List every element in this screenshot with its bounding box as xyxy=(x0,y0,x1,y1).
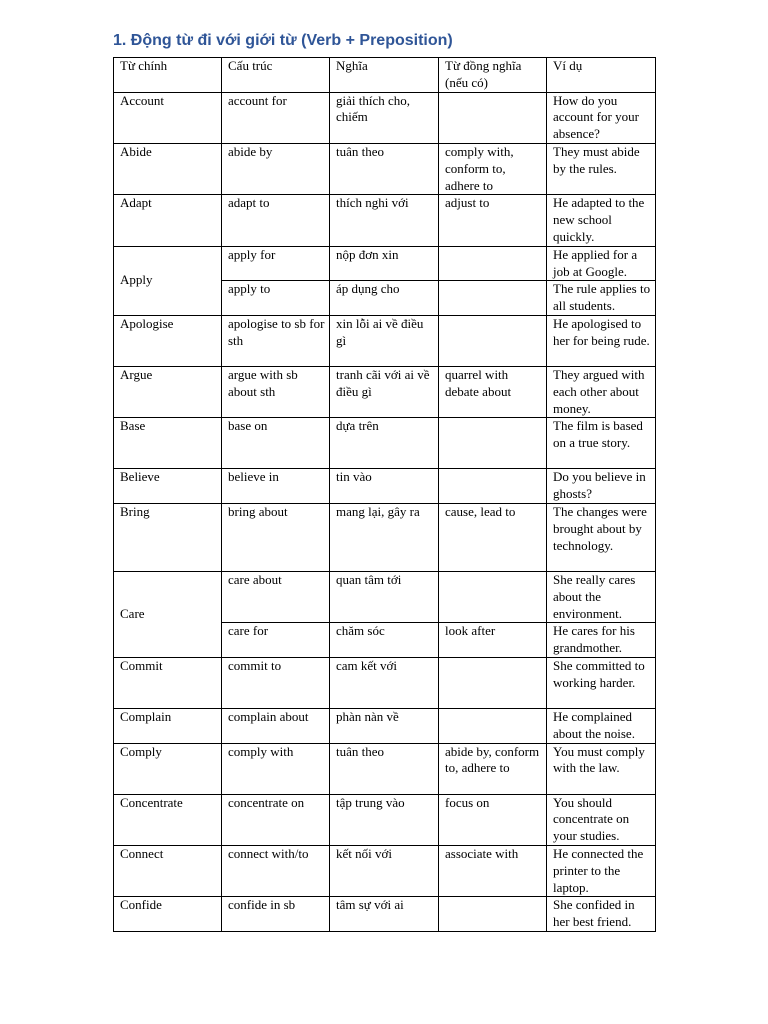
header-cell: Từ đồng nghĩa (nếu có) xyxy=(439,58,547,93)
word-cell: Account xyxy=(114,92,222,143)
table-row xyxy=(114,743,656,794)
meaning-cell: phàn nàn về xyxy=(330,708,439,743)
meaning-cell: kết nối với xyxy=(330,845,439,896)
example-cell: He complained about the noise. xyxy=(547,708,656,743)
table-row xyxy=(114,897,656,932)
header-cell: Cấu trúc xyxy=(222,58,330,93)
example-cell: They argued with each other about money. xyxy=(547,366,656,417)
table-row xyxy=(114,92,656,143)
structure-cell: apply for xyxy=(222,246,330,281)
word-cell: Apologise xyxy=(114,315,222,366)
word-cell: Comply xyxy=(114,743,222,794)
header-cell: Nghĩa xyxy=(330,58,439,93)
synonym-cell: comply with, conform to, adhere to xyxy=(439,143,547,194)
table-row xyxy=(114,708,656,743)
structure-cell: concentrate on xyxy=(222,794,330,845)
example-cell: The changes were brought about by technology. xyxy=(547,503,656,571)
meaning-cell: mang lại, gây ra xyxy=(330,503,439,571)
structure-cell: complain about xyxy=(222,708,330,743)
structure-cell: adapt to xyxy=(222,195,330,246)
meaning-cell: dựa trên xyxy=(330,418,439,469)
synonym-cell xyxy=(439,708,547,743)
structure-cell: argue with sb about sth xyxy=(222,366,330,417)
table-row xyxy=(114,845,656,896)
example-cell: He adapted to the new school quickly. xyxy=(547,195,656,246)
structure-cell: care about xyxy=(222,571,330,622)
meaning-cell: chăm sóc xyxy=(330,623,439,658)
meaning-cell: tin vào xyxy=(330,469,439,504)
table-row xyxy=(114,366,656,417)
meaning-cell: tuân theo xyxy=(330,743,439,794)
synonym-cell xyxy=(439,571,547,622)
word-cell: Complain xyxy=(114,708,222,743)
meaning-cell: tâm sự với ai xyxy=(330,897,439,932)
example-cell: He apologised to her for being rude. xyxy=(547,315,656,366)
synonym-cell xyxy=(439,246,547,281)
meaning-cell: xin lỗi ai về điều gì xyxy=(330,315,439,366)
structure-cell: confide in sb xyxy=(222,897,330,932)
example-cell: The film is based on a true story. xyxy=(547,418,656,469)
example-cell: She really cares about the environment. xyxy=(547,571,656,622)
example-cell: You must comply with the law. xyxy=(547,743,656,794)
example-cell: How do you account for your absence? xyxy=(547,92,656,143)
header-cell: Ví dụ xyxy=(547,58,656,93)
example-cell: The rule applies to all students. xyxy=(547,281,656,316)
table-row xyxy=(114,503,656,571)
synonym-cell xyxy=(439,469,547,504)
structure-cell: bring about xyxy=(222,503,330,571)
structure-cell: account for xyxy=(222,92,330,143)
structure-cell: commit to xyxy=(222,657,330,708)
word-cell: Abide xyxy=(114,143,222,194)
word-cell: Care xyxy=(114,571,222,657)
word-cell: Concentrate xyxy=(114,794,222,845)
structure-cell: care for xyxy=(222,623,330,658)
table-row xyxy=(114,657,656,708)
table-row xyxy=(114,143,656,194)
section-heading: 1. Động từ đi với giới từ (Verb + Preposition) xyxy=(113,32,453,49)
structure-cell: comply with xyxy=(222,743,330,794)
verb-preposition-table xyxy=(113,57,656,932)
word-cell: Apply xyxy=(114,246,222,315)
structure-cell: believe in xyxy=(222,469,330,504)
synonym-cell xyxy=(439,418,547,469)
table-row xyxy=(114,469,656,504)
example-cell: He connected the printer to the laptop. xyxy=(547,845,656,896)
synonym-cell xyxy=(439,897,547,932)
structure-cell: apply to xyxy=(222,281,330,316)
example-cell: He applied for a job at Google. xyxy=(547,246,656,281)
word-cell: Bring xyxy=(114,503,222,571)
table-row xyxy=(114,315,656,366)
meaning-cell: tập trung vào xyxy=(330,794,439,845)
table-row xyxy=(114,246,656,281)
meaning-cell: nộp đơn xin xyxy=(330,246,439,281)
meaning-cell: quan tâm tới xyxy=(330,571,439,622)
example-cell: She committed to working harder. xyxy=(547,657,656,708)
structure-cell: apologise to sb for sth xyxy=(222,315,330,366)
word-cell: Adapt xyxy=(114,195,222,246)
word-cell: Connect xyxy=(114,845,222,896)
word-cell: Believe xyxy=(114,469,222,504)
synonym-cell xyxy=(439,315,547,366)
word-cell: Argue xyxy=(114,366,222,417)
meaning-cell: cam kết với xyxy=(330,657,439,708)
word-cell: Confide xyxy=(114,897,222,932)
header-row xyxy=(114,58,656,93)
structure-cell: abide by xyxy=(222,143,330,194)
meaning-cell: thích nghi với xyxy=(330,195,439,246)
example-cell: They must abide by the rules. xyxy=(547,143,656,194)
synonym-cell xyxy=(439,281,547,316)
synonym-cell: cause, lead to xyxy=(439,503,547,571)
header-cell: Từ chính xyxy=(114,58,222,93)
meaning-cell: tranh cãi với ai về điều gì xyxy=(330,366,439,417)
synonym-cell: abide by, conform to, adhere to xyxy=(439,743,547,794)
meaning-cell: giải thích cho, chiếm xyxy=(330,92,439,143)
synonym-cell xyxy=(439,92,547,143)
word-cell: Base xyxy=(114,418,222,469)
example-cell: She confided in her best friend. xyxy=(547,897,656,932)
table-row xyxy=(114,195,656,246)
synonym-cell: adjust to xyxy=(439,195,547,246)
synonym-cell xyxy=(439,657,547,708)
table-row xyxy=(114,418,656,469)
structure-cell: connect with/to xyxy=(222,845,330,896)
synonym-cell: look after xyxy=(439,623,547,658)
example-cell: He cares for his grandmother. xyxy=(547,623,656,658)
example-cell: Do you believe in ghosts? xyxy=(547,469,656,504)
synonym-cell: associate with xyxy=(439,845,547,896)
example-cell: You should concentrate on your studies. xyxy=(547,794,656,845)
word-cell: Commit xyxy=(114,657,222,708)
meaning-cell: tuân theo xyxy=(330,143,439,194)
table-row xyxy=(114,571,656,622)
synonym-cell: focus on xyxy=(439,794,547,845)
table-row xyxy=(114,794,656,845)
structure-cell: base on xyxy=(222,418,330,469)
synonym-cell: quarrel with debate about xyxy=(439,366,547,417)
meaning-cell: áp dụng cho xyxy=(330,281,439,316)
